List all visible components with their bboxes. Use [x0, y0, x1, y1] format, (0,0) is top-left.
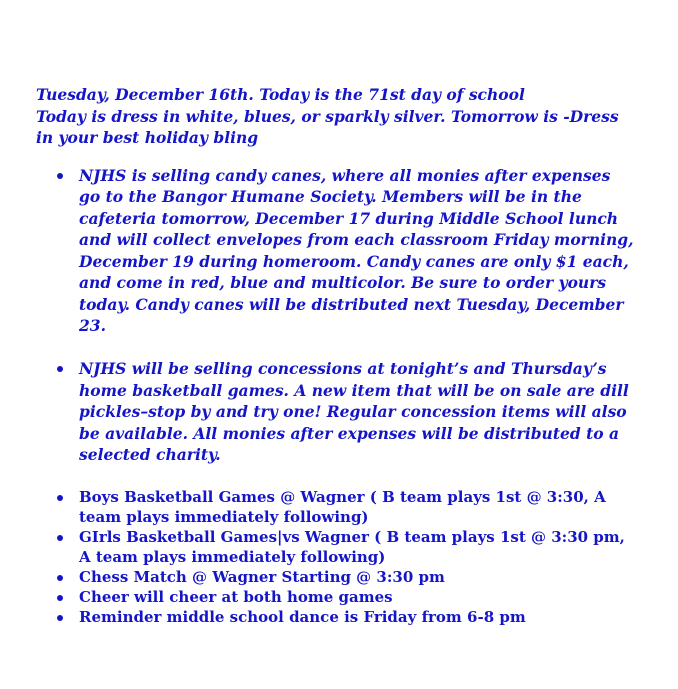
list-item-cheer: Cheer will cheer at both home games: [79, 587, 636, 607]
list-item-girls-basketball: GIrls Basketball Games|vs Wagner ( B team plays 1st @ 3:30 pm, A team plays immediately following): [79, 527, 636, 567]
announcement-document: [36, 84, 636, 627]
events-list: [36, 487, 636, 627]
list-item-boys-basketball: Boys Basketball Games @ Wagner ( B team plays 1st @ 3:30, A team plays immediately following): [79, 487, 636, 527]
date-line: Tuesday, December 16th. Today is the 71st day of school: [36, 85, 525, 104]
dress-code-line: Today is dress in white, blues, or sparkly silver. Tomorrow is -Dress in your best holiday bling: [36, 106, 619, 147]
list-item-dance-reminder: Reminder middle school dance is Friday from 6-8 pm: [79, 607, 636, 627]
list-item-candy-canes: NJHS is selling candy canes, where all monies after expenses go to the Bangor Humane Society. Members will be in the cafeteria tomorrow, December 17 during Middle School lunch and will collect envelopes from each classroom Friday morning, December 19 during homeroom. Candy canes are only $1 each, and come in red, blue and multicolor. Be sure to order yours today. Candy canes will be distributed next Tuesday, December 23.: [79, 165, 636, 337]
intro-block: [36, 84, 636, 149]
list-item-concessions: NJHS will be selling concessions at tonight’s and Thursday’s home basketball games. A new item that will be on sale are dill pickles–stop by and try one! Regular concession items will also be available. All monies after expenses will be distributed to a selected charity.: [79, 358, 636, 466]
announcement-list: [36, 165, 636, 466]
list-item-chess-match: Chess Match @ Wagner Starting @ 3:30 pm: [79, 567, 636, 587]
